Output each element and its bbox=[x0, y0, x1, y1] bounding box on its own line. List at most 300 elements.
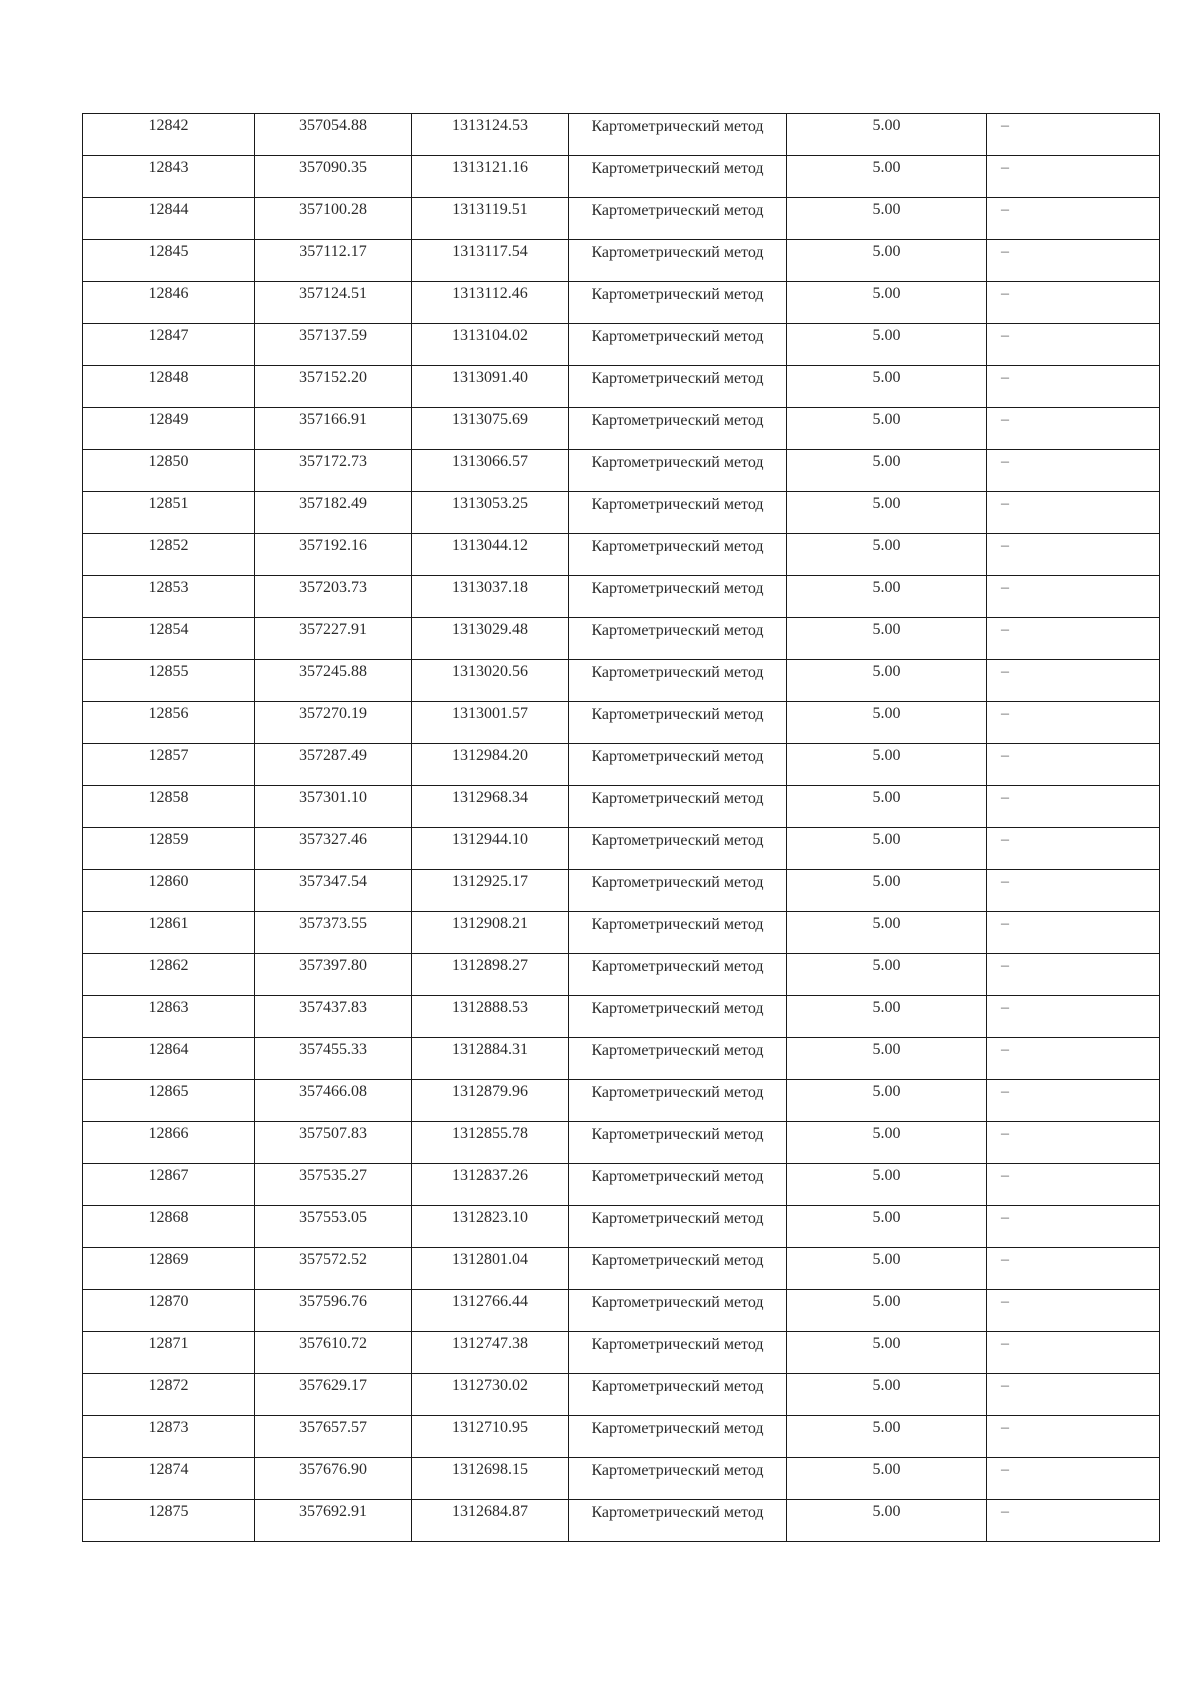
accuracy-cell-text: 5.00 bbox=[872, 159, 901, 176]
y-coordinate-cell bbox=[412, 156, 569, 198]
x-coordinate-cell-text: 357507.83 bbox=[299, 1125, 367, 1142]
method-cell-text: Картометрический метод bbox=[591, 1042, 764, 1059]
y-coordinate-cell bbox=[412, 1164, 569, 1206]
description-cell-text: – bbox=[1001, 789, 1009, 806]
accuracy-cell bbox=[787, 1122, 987, 1164]
table-row bbox=[83, 954, 1160, 996]
accuracy-cell-text: 5.00 bbox=[872, 1251, 901, 1268]
method-cell bbox=[569, 450, 787, 492]
point-number-cell-text: 12854 bbox=[148, 621, 189, 638]
x-coordinate-cell bbox=[255, 870, 412, 912]
table-row bbox=[83, 870, 1160, 912]
y-coordinate-cell-text: 1312837.26 bbox=[452, 1167, 528, 1184]
description-cell-text: – bbox=[1001, 537, 1009, 554]
description-cell-text: – bbox=[1001, 285, 1009, 302]
y-coordinate-cell-text: 1312684.87 bbox=[452, 1503, 528, 1520]
point-number-cell bbox=[83, 534, 255, 576]
description-cell-text: – bbox=[1001, 369, 1009, 386]
point-number-cell bbox=[83, 576, 255, 618]
point-number-cell bbox=[83, 1080, 255, 1122]
method-cell-text: Картометрический метод bbox=[591, 874, 764, 891]
point-number-cell-text: 12849 bbox=[148, 411, 189, 428]
y-coordinate-cell-text: 1313124.53 bbox=[452, 117, 528, 134]
method-cell bbox=[569, 1080, 787, 1122]
y-coordinate-cell-text: 1313029.48 bbox=[452, 621, 528, 638]
description-cell bbox=[987, 534, 1160, 576]
y-coordinate-cell-text: 1312898.27 bbox=[452, 957, 528, 974]
description-cell-text: – bbox=[1001, 1419, 1009, 1436]
description-cell bbox=[987, 786, 1160, 828]
accuracy-cell bbox=[787, 912, 987, 954]
point-number-cell-text: 12844 bbox=[148, 201, 189, 218]
accuracy-cell-text: 5.00 bbox=[872, 243, 901, 260]
table-row bbox=[83, 1080, 1160, 1122]
point-number-cell-text: 12861 bbox=[148, 915, 189, 932]
method-cell bbox=[569, 828, 787, 870]
description-cell bbox=[987, 1374, 1160, 1416]
y-coordinate-cell-text: 1313117.54 bbox=[452, 243, 528, 260]
point-number-cell bbox=[83, 912, 255, 954]
x-coordinate-cell bbox=[255, 240, 412, 282]
x-coordinate-cell bbox=[255, 198, 412, 240]
accuracy-cell-text: 5.00 bbox=[872, 1125, 901, 1142]
description-cell-text: – bbox=[1001, 1083, 1009, 1100]
y-coordinate-cell-text: 1312698.15 bbox=[452, 1461, 528, 1478]
accuracy-cell-text: 5.00 bbox=[872, 117, 901, 134]
description-cell-text: – bbox=[1001, 1377, 1009, 1394]
method-cell bbox=[569, 534, 787, 576]
accuracy-cell bbox=[787, 156, 987, 198]
accuracy-cell bbox=[787, 114, 987, 156]
accuracy-cell bbox=[787, 1374, 987, 1416]
point-number-cell-text: 12860 bbox=[148, 873, 189, 890]
description-cell-text: – bbox=[1001, 243, 1009, 260]
point-number-cell-text: 12869 bbox=[148, 1251, 189, 1268]
y-coordinate-cell-text: 1313112.46 bbox=[452, 285, 528, 302]
point-number-cell-text: 12851 bbox=[148, 495, 189, 512]
x-coordinate-cell bbox=[255, 912, 412, 954]
y-coordinate-cell bbox=[412, 1458, 569, 1500]
point-number-cell bbox=[83, 660, 255, 702]
method-cell bbox=[569, 1458, 787, 1500]
point-number-cell-text: 12848 bbox=[148, 369, 189, 386]
point-number-cell-text: 12868 bbox=[148, 1209, 189, 1226]
description-cell-text: – bbox=[1001, 999, 1009, 1016]
x-coordinate-cell bbox=[255, 1164, 412, 1206]
accuracy-cell-text: 5.00 bbox=[872, 1377, 901, 1394]
table-row bbox=[83, 240, 1160, 282]
accuracy-cell bbox=[787, 366, 987, 408]
method-cell bbox=[569, 366, 787, 408]
x-coordinate-cell-text: 357203.73 bbox=[299, 579, 367, 596]
y-coordinate-cell-text: 1312984.20 bbox=[452, 747, 528, 764]
description-cell-text: – bbox=[1001, 831, 1009, 848]
y-coordinate-cell-text: 1312747.38 bbox=[452, 1335, 528, 1352]
x-coordinate-cell bbox=[255, 366, 412, 408]
point-number-cell-text: 12875 bbox=[148, 1503, 189, 1520]
accuracy-cell-text: 5.00 bbox=[872, 1503, 901, 1520]
description-cell-text: – bbox=[1001, 705, 1009, 722]
point-number-cell-text: 12850 bbox=[148, 453, 189, 470]
description-cell-text: – bbox=[1001, 495, 1009, 512]
table-row bbox=[83, 1416, 1160, 1458]
y-coordinate-cell bbox=[412, 1248, 569, 1290]
x-coordinate-cell bbox=[255, 492, 412, 534]
accuracy-cell-text: 5.00 bbox=[872, 1461, 901, 1478]
x-coordinate-cell-text: 357166.91 bbox=[299, 411, 367, 428]
x-coordinate-cell-text: 357596.76 bbox=[299, 1293, 367, 1310]
method-cell-text: Картометрический метод bbox=[591, 1336, 764, 1353]
description-cell-text: – bbox=[1001, 1167, 1009, 1184]
point-number-cell bbox=[83, 1500, 255, 1542]
y-coordinate-cell-text: 1313001.57 bbox=[452, 705, 528, 722]
point-number-cell bbox=[83, 870, 255, 912]
table-row bbox=[83, 1458, 1160, 1500]
point-number-cell-text: 12874 bbox=[148, 1461, 189, 1478]
table-row bbox=[83, 744, 1160, 786]
description-cell bbox=[987, 1332, 1160, 1374]
accuracy-cell-text: 5.00 bbox=[872, 957, 901, 974]
description-cell-text: – bbox=[1001, 1293, 1009, 1310]
x-coordinate-cell-text: 357100.28 bbox=[299, 201, 367, 218]
x-coordinate-cell-text: 357657.57 bbox=[299, 1419, 367, 1436]
description-cell bbox=[987, 1122, 1160, 1164]
method-cell bbox=[569, 996, 787, 1038]
point-number-cell-text: 12857 bbox=[148, 747, 189, 764]
description-cell bbox=[987, 618, 1160, 660]
point-number-cell bbox=[83, 954, 255, 996]
accuracy-cell bbox=[787, 702, 987, 744]
point-number-cell bbox=[83, 1164, 255, 1206]
x-coordinate-cell-text: 357373.55 bbox=[299, 915, 367, 932]
x-coordinate-cell-text: 357397.80 bbox=[299, 957, 367, 974]
y-coordinate-cell-text: 1312766.44 bbox=[452, 1293, 528, 1310]
method-cell bbox=[569, 744, 787, 786]
accuracy-cell bbox=[787, 786, 987, 828]
accuracy-cell-text: 5.00 bbox=[872, 1419, 901, 1436]
x-coordinate-cell-text: 357124.51 bbox=[299, 285, 367, 302]
point-number-cell-text: 12863 bbox=[148, 999, 189, 1016]
accuracy-cell bbox=[787, 534, 987, 576]
description-cell-text: – bbox=[1001, 1125, 1009, 1142]
y-coordinate-cell-text: 1312801.04 bbox=[452, 1251, 528, 1268]
method-cell-text: Картометрический метод bbox=[591, 244, 764, 261]
table-row bbox=[83, 576, 1160, 618]
description-cell-text: – bbox=[1001, 327, 1009, 344]
table-row bbox=[83, 660, 1160, 702]
table-row bbox=[83, 1500, 1160, 1542]
accuracy-cell-text: 5.00 bbox=[872, 1083, 901, 1100]
y-coordinate-cell bbox=[412, 114, 569, 156]
accuracy-cell-text: 5.00 bbox=[872, 1335, 901, 1352]
method-cell-text: Картометрический метод bbox=[591, 832, 764, 849]
point-number-cell bbox=[83, 366, 255, 408]
y-coordinate-cell bbox=[412, 870, 569, 912]
accuracy-cell-text: 5.00 bbox=[872, 747, 901, 764]
description-cell-text: – bbox=[1001, 747, 1009, 764]
description-cell bbox=[987, 660, 1160, 702]
method-cell-text: Картометрический метод bbox=[591, 706, 764, 723]
method-cell-text: Картометрический метод bbox=[591, 958, 764, 975]
y-coordinate-cell bbox=[412, 240, 569, 282]
accuracy-cell-text: 5.00 bbox=[872, 915, 901, 932]
accuracy-cell bbox=[787, 996, 987, 1038]
x-coordinate-cell bbox=[255, 1374, 412, 1416]
method-cell-text: Картометрический метод bbox=[591, 412, 764, 429]
point-number-cell-text: 12842 bbox=[148, 117, 189, 134]
point-number-cell bbox=[83, 744, 255, 786]
point-number-cell bbox=[83, 1374, 255, 1416]
y-coordinate-cell-text: 1312968.34 bbox=[452, 789, 528, 806]
x-coordinate-cell bbox=[255, 1248, 412, 1290]
description-cell-text: – bbox=[1001, 1503, 1009, 1520]
method-cell bbox=[569, 576, 787, 618]
x-coordinate-cell-text: 357301.10 bbox=[299, 789, 367, 806]
table-row bbox=[83, 282, 1160, 324]
description-cell bbox=[987, 1416, 1160, 1458]
accuracy-cell-text: 5.00 bbox=[872, 621, 901, 638]
y-coordinate-cell bbox=[412, 996, 569, 1038]
description-cell bbox=[987, 240, 1160, 282]
method-cell bbox=[569, 240, 787, 282]
point-number-cell-text: 12873 bbox=[148, 1419, 189, 1436]
description-cell bbox=[987, 870, 1160, 912]
table-row bbox=[83, 702, 1160, 744]
table-row bbox=[83, 828, 1160, 870]
point-number-cell bbox=[83, 492, 255, 534]
x-coordinate-cell bbox=[255, 1038, 412, 1080]
x-coordinate-cell bbox=[255, 1122, 412, 1164]
accuracy-cell bbox=[787, 576, 987, 618]
coordinates-table-body bbox=[83, 114, 1160, 1542]
y-coordinate-cell bbox=[412, 1122, 569, 1164]
description-cell bbox=[987, 366, 1160, 408]
table-row bbox=[83, 1164, 1160, 1206]
accuracy-cell bbox=[787, 324, 987, 366]
method-cell-text: Картометрический метод bbox=[591, 118, 764, 135]
description-cell-text: – bbox=[1001, 915, 1009, 932]
method-cell-text: Картометрический метод bbox=[591, 454, 764, 471]
accuracy-cell-text: 5.00 bbox=[872, 327, 901, 344]
coordinates-table bbox=[82, 113, 1160, 1542]
method-cell-text: Картометрический метод bbox=[591, 1378, 764, 1395]
method-cell-text: Картометрический метод bbox=[591, 286, 764, 303]
x-coordinate-cell-text: 357245.88 bbox=[299, 663, 367, 680]
method-cell bbox=[569, 1164, 787, 1206]
method-cell-text: Картометрический метод bbox=[591, 580, 764, 597]
point-number-cell-text: 12856 bbox=[148, 705, 189, 722]
x-coordinate-cell-text: 357535.27 bbox=[299, 1167, 367, 1184]
accuracy-cell bbox=[787, 660, 987, 702]
description-cell bbox=[987, 912, 1160, 954]
accuracy-cell bbox=[787, 744, 987, 786]
point-number-cell bbox=[83, 198, 255, 240]
point-number-cell bbox=[83, 1290, 255, 1332]
y-coordinate-cell-text: 1312944.10 bbox=[452, 831, 528, 848]
accuracy-cell bbox=[787, 1500, 987, 1542]
table-row bbox=[83, 1248, 1160, 1290]
table-row bbox=[83, 1374, 1160, 1416]
y-coordinate-cell bbox=[412, 492, 569, 534]
y-coordinate-cell-text: 1313104.02 bbox=[452, 327, 528, 344]
method-cell bbox=[569, 870, 787, 912]
accuracy-cell-text: 5.00 bbox=[872, 999, 901, 1016]
method-cell bbox=[569, 1122, 787, 1164]
y-coordinate-cell-text: 1313044.12 bbox=[452, 537, 528, 554]
method-cell bbox=[569, 1416, 787, 1458]
method-cell bbox=[569, 1248, 787, 1290]
x-coordinate-cell bbox=[255, 618, 412, 660]
description-cell-text: – bbox=[1001, 1041, 1009, 1058]
accuracy-cell-text: 5.00 bbox=[872, 453, 901, 470]
y-coordinate-cell bbox=[412, 534, 569, 576]
accuracy-cell bbox=[787, 1248, 987, 1290]
x-coordinate-cell-text: 357347.54 bbox=[299, 873, 367, 890]
y-coordinate-cell-text: 1313119.51 bbox=[452, 201, 528, 218]
description-cell bbox=[987, 198, 1160, 240]
method-cell-text: Картометрический метод bbox=[591, 1210, 764, 1227]
method-cell-text: Картометрический метод bbox=[591, 1252, 764, 1269]
x-coordinate-cell-text: 357137.59 bbox=[299, 327, 367, 344]
method-cell bbox=[569, 1290, 787, 1332]
method-cell bbox=[569, 492, 787, 534]
y-coordinate-cell bbox=[412, 1290, 569, 1332]
y-coordinate-cell bbox=[412, 1416, 569, 1458]
y-coordinate-cell-text: 1312710.95 bbox=[452, 1419, 528, 1436]
description-cell bbox=[987, 1248, 1160, 1290]
table-row bbox=[83, 912, 1160, 954]
accuracy-cell-text: 5.00 bbox=[872, 663, 901, 680]
description-cell bbox=[987, 996, 1160, 1038]
accuracy-cell-text: 5.00 bbox=[872, 1041, 901, 1058]
method-cell-text: Картометрический метод bbox=[591, 622, 764, 639]
description-cell bbox=[987, 492, 1160, 534]
x-coordinate-cell-text: 357112.17 bbox=[299, 243, 367, 260]
table-row bbox=[83, 1038, 1160, 1080]
table-row bbox=[83, 492, 1160, 534]
method-cell bbox=[569, 198, 787, 240]
y-coordinate-cell bbox=[412, 408, 569, 450]
method-cell-text: Картометрический метод bbox=[591, 1126, 764, 1143]
y-coordinate-cell-text: 1312884.31 bbox=[452, 1041, 528, 1058]
point-number-cell bbox=[83, 1038, 255, 1080]
description-cell-text: – bbox=[1001, 957, 1009, 974]
y-coordinate-cell-text: 1313037.18 bbox=[452, 579, 528, 596]
point-number-cell-text: 12847 bbox=[148, 327, 189, 344]
method-cell-text: Картометрический метод bbox=[591, 790, 764, 807]
description-cell-text: – bbox=[1001, 1461, 1009, 1478]
accuracy-cell bbox=[787, 828, 987, 870]
x-coordinate-cell-text: 357572.52 bbox=[299, 1251, 367, 1268]
accuracy-cell bbox=[787, 198, 987, 240]
x-coordinate-cell bbox=[255, 996, 412, 1038]
description-cell bbox=[987, 114, 1160, 156]
accuracy-cell bbox=[787, 1458, 987, 1500]
y-coordinate-cell-text: 1313066.57 bbox=[452, 453, 528, 470]
description-cell bbox=[987, 324, 1160, 366]
point-number-cell-text: 12855 bbox=[148, 663, 189, 680]
y-coordinate-cell-text: 1313091.40 bbox=[452, 369, 528, 386]
y-coordinate-cell bbox=[412, 366, 569, 408]
x-coordinate-cell-text: 357227.91 bbox=[299, 621, 367, 638]
x-coordinate-cell bbox=[255, 1206, 412, 1248]
point-number-cell bbox=[83, 702, 255, 744]
point-number-cell-text: 12866 bbox=[148, 1125, 189, 1142]
y-coordinate-cell bbox=[412, 618, 569, 660]
description-cell bbox=[987, 408, 1160, 450]
x-coordinate-cell-text: 357090.35 bbox=[299, 159, 367, 176]
table-row bbox=[83, 324, 1160, 366]
x-coordinate-cell bbox=[255, 1500, 412, 1542]
y-coordinate-cell-text: 1312925.17 bbox=[452, 873, 528, 890]
description-cell-text: – bbox=[1001, 453, 1009, 470]
description-cell bbox=[987, 450, 1160, 492]
x-coordinate-cell-text: 357553.05 bbox=[299, 1209, 367, 1226]
description-cell-text: – bbox=[1001, 201, 1009, 218]
point-number-cell-text: 12871 bbox=[148, 1335, 189, 1352]
x-coordinate-cell bbox=[255, 408, 412, 450]
accuracy-cell-text: 5.00 bbox=[872, 873, 901, 890]
point-number-cell bbox=[83, 1206, 255, 1248]
description-cell bbox=[987, 1290, 1160, 1332]
x-coordinate-cell-text: 357437.83 bbox=[299, 999, 367, 1016]
method-cell bbox=[569, 324, 787, 366]
y-coordinate-cell-text: 1312823.10 bbox=[452, 1209, 528, 1226]
description-cell-text: – bbox=[1001, 1209, 1009, 1226]
point-number-cell-text: 12862 bbox=[148, 957, 189, 974]
x-coordinate-cell-text: 357182.49 bbox=[299, 495, 367, 512]
accuracy-cell bbox=[787, 1038, 987, 1080]
y-coordinate-cell bbox=[412, 786, 569, 828]
x-coordinate-cell bbox=[255, 114, 412, 156]
x-coordinate-cell bbox=[255, 1080, 412, 1122]
y-coordinate-cell-text: 1312908.21 bbox=[452, 915, 528, 932]
point-number-cell bbox=[83, 282, 255, 324]
point-number-cell bbox=[83, 786, 255, 828]
accuracy-cell-text: 5.00 bbox=[872, 537, 901, 554]
method-cell-text: Картометрический метод bbox=[591, 538, 764, 555]
accuracy-cell bbox=[787, 240, 987, 282]
y-coordinate-cell-text: 1313020.56 bbox=[452, 663, 528, 680]
y-coordinate-cell bbox=[412, 324, 569, 366]
method-cell-text: Картометрический метод bbox=[591, 1504, 764, 1521]
method-cell-text: Картометрический метод bbox=[591, 1084, 764, 1101]
table-row bbox=[83, 450, 1160, 492]
point-number-cell-text: 12843 bbox=[148, 159, 189, 176]
method-cell bbox=[569, 1038, 787, 1080]
description-cell-text: – bbox=[1001, 1251, 1009, 1268]
y-coordinate-cell bbox=[412, 576, 569, 618]
y-coordinate-cell bbox=[412, 912, 569, 954]
method-cell bbox=[569, 618, 787, 660]
method-cell bbox=[569, 114, 787, 156]
table-row bbox=[83, 786, 1160, 828]
method-cell-text: Картометрический метод bbox=[591, 1294, 764, 1311]
method-cell bbox=[569, 408, 787, 450]
method-cell bbox=[569, 660, 787, 702]
description-cell-text: – bbox=[1001, 117, 1009, 134]
x-coordinate-cell bbox=[255, 660, 412, 702]
y-coordinate-cell bbox=[412, 1206, 569, 1248]
point-number-cell bbox=[83, 996, 255, 1038]
point-number-cell-text: 12852 bbox=[148, 537, 189, 554]
point-number-cell-text: 12872 bbox=[148, 1377, 189, 1394]
accuracy-cell bbox=[787, 1080, 987, 1122]
y-coordinate-cell bbox=[412, 450, 569, 492]
method-cell bbox=[569, 954, 787, 996]
accuracy-cell-text: 5.00 bbox=[872, 831, 901, 848]
accuracy-cell bbox=[787, 1290, 987, 1332]
